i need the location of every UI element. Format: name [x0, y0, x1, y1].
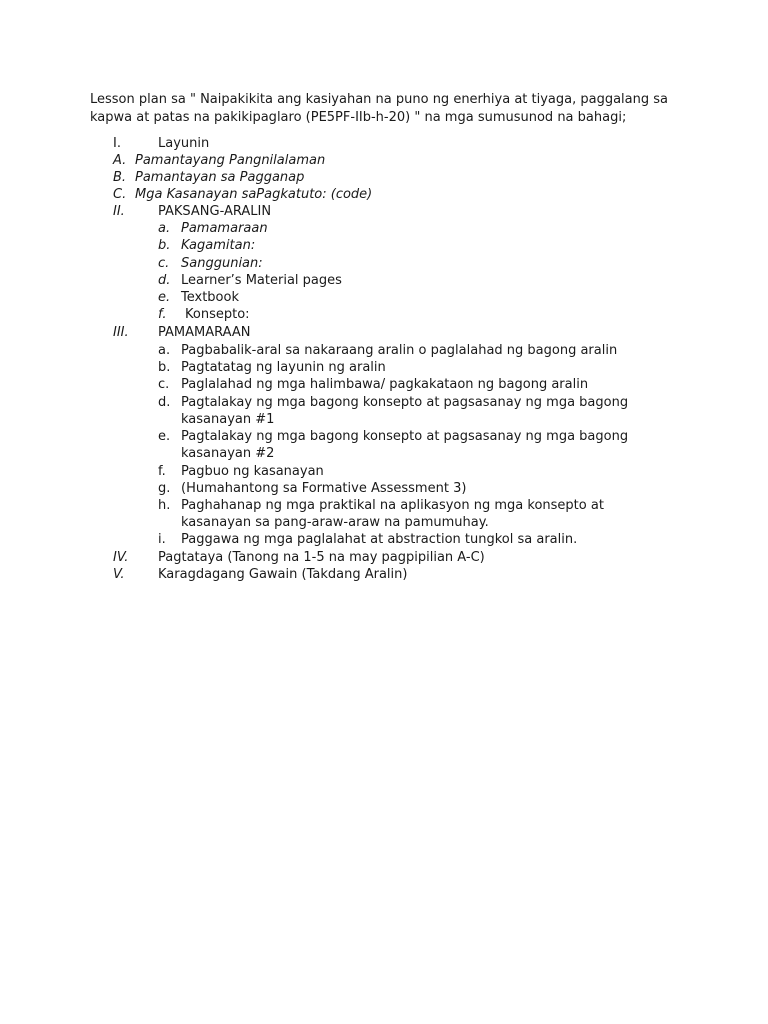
sub-label: Textbook	[181, 290, 239, 305]
outline-marker: B.	[113, 170, 127, 185]
step-marker: d.	[158, 395, 171, 410]
outline-marker: III.	[113, 325, 129, 340]
step-label: Pagtatatag ng layunin ng aralin	[181, 360, 386, 375]
step-marker: f.	[158, 464, 166, 479]
step-marker: a.	[158, 343, 171, 358]
sub-label: Kagamitan:	[181, 238, 256, 253]
step-marker: h.	[158, 498, 171, 513]
step-label: (Humahantong sa Formative Assessment 3)	[181, 481, 467, 496]
intro-paragraph: Lesson plan sa " Naipakikita ang kasiyahan na puno ng enerhiya at tiyaga, paggalang sa kapwa at patas na pakikipaglaro (PE5PF-IIb-h-20) " na mga sumusunod na bahagi;	[90, 92, 668, 125]
outline-marker: V.	[113, 567, 125, 582]
sub-marker: c.	[158, 256, 170, 271]
sub-label: Pamamaraan	[181, 221, 268, 236]
step-label: Paghahanap ng mga praktikal na aplikasyon ng mga konsepto at kasanayan sa pang-araw-araw na pamumuhay.	[181, 498, 604, 530]
outline-label: Mga Kasanayan saPagkatuto: (code)	[135, 187, 373, 202]
step-label: Pagtalakay ng mga bagong konsepto at pagsasanay ng mga bagong kasanayan #2	[181, 429, 629, 461]
sub-label: Konsepto:	[185, 307, 250, 322]
step-label: Paglalahad ng mga halimbawa/ pagkakataon ng bagong aralin	[181, 377, 589, 392]
step-marker: e.	[158, 429, 171, 444]
outline-marker: II.	[113, 204, 125, 219]
sub-marker: b.	[158, 238, 171, 253]
sub-marker: f.	[158, 307, 167, 322]
sub-label: Sanggunian:	[181, 256, 263, 271]
outline-label: Karagdagang Gawain (Takdang Aralin)	[158, 567, 408, 582]
step-marker: c.	[158, 377, 170, 392]
sub-label: Learner’s Material pages	[181, 273, 342, 288]
outline-marker: A.	[113, 153, 127, 168]
outline-label: Layunin	[158, 136, 210, 151]
outline-label: Pamantayang Pangnilalaman	[135, 153, 326, 168]
outline-marker: IV.	[113, 550, 129, 565]
outline-label: PAMAMARAAN	[158, 325, 251, 340]
outline-marker: I.	[113, 136, 121, 151]
outline-marker: C.	[113, 187, 127, 202]
step-marker: g.	[158, 481, 171, 496]
step-label: Paggawa ng mga paglalahat at abstraction tungkol sa aralin.	[181, 532, 578, 547]
outline-label: Pagtataya (Tanong na 1-5 na may pagpipilian A-C)	[158, 550, 485, 565]
step-label: Pagbabalik-aral sa nakaraang aralin o paglalahad ng bagong aralin	[181, 343, 618, 358]
step-marker: b.	[158, 360, 171, 375]
sub-marker: a.	[158, 221, 171, 236]
outline-label: PAKSANG-ARALIN	[158, 204, 272, 219]
step-label: Pagbuo ng kasanayan	[181, 464, 324, 479]
sub-marker: d.	[158, 273, 171, 288]
step-label: Pagtalakay ng mga bagong konsepto at pagsasanay ng mga bagong kasanayan #1	[181, 395, 629, 427]
outline-label: Pamantayan sa Pagganap	[135, 170, 305, 185]
step-marker: i.	[158, 532, 166, 547]
sub-marker: e.	[158, 290, 171, 305]
